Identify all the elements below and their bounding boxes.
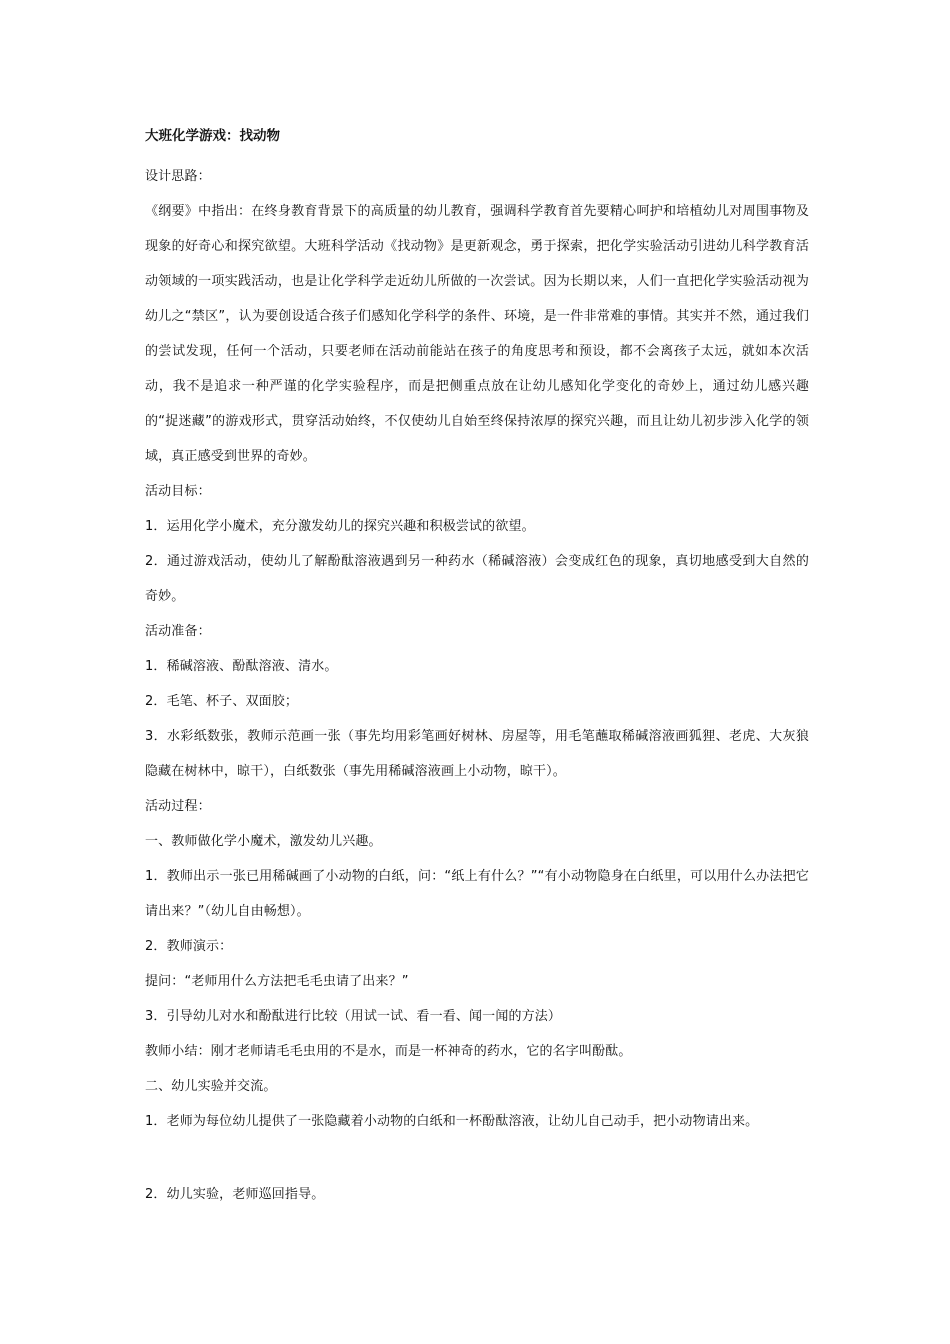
section-heading-design-idea: 设计思路： <box>145 169 211 184</box>
process-step-two-item-1: 1．老师为每位幼儿提供了一张隐藏着小动物的白纸和一杯酚酞溶液，让幼儿自己动手，把小动物请出来。 <box>145 1114 759 1129</box>
process-step-one-item-1: 1．教师出示一张已用稀碱画了小动物的白纸，问：“纸上有什么？”“有小动物隐身在白纸里，可以用什么办法把它请出来？”（幼儿自由畅想）。 <box>145 869 809 919</box>
document-title: 大班化学游戏：找动物 <box>145 128 280 144</box>
section-heading-goals: 活动目标： <box>145 484 211 499</box>
goal-item-2: 2．通过游戏活动，使幼儿了解酚酞溶液遇到另一种药水（稀碱溶液）会变成红色的现象，真切地感受到大自然的奇妙。 <box>145 554 809 604</box>
process-step-one-heading: 一、教师做化学小魔术，激发幼儿兴趣。 <box>145 834 382 849</box>
document-body <box>145 124 809 1212</box>
section-heading-process: 活动过程： <box>145 799 211 814</box>
section-heading-preparation: 活动准备： <box>145 624 211 639</box>
preparation-item-3: 3．水彩纸数张，教师示范画一张（事先均用彩笔画好树林、房屋等，用毛笔蘸取稀碱溶液画狐狸、老虎、大灰狼隐藏在树林中，晾干），白纸数张（事先用稀碱溶液画上小动物，晾干）。 <box>145 729 809 779</box>
process-step-two-item-2: 2．幼儿实验，老师巡回指导。 <box>145 1187 325 1202</box>
process-step-one-question: 提问：“老师用什么方法把毛毛虫请了出来？” <box>145 974 409 989</box>
process-step-one-item-2: 2．教师演示： <box>145 939 233 954</box>
process-step-one-summary: 教师小结：刚才老师请毛毛虫用的不是水，而是一杯神奇的药水，它的名字叫酚酞。 <box>145 1044 632 1059</box>
design-idea-paragraph: 《纲要》中指出：在终身教育背景下的高质量的幼儿教育，强调科学教育首先要精心呵护和培植幼儿对周围事物及现象的好奇心和探究欲望。大班科学活动《找动物》是更新观念，勇于探索，把化学实验活动引进幼儿科学教育活动领域的一项实践活动，也是让化学科学走近幼儿所做的一次尝试。因为长期以来，人们一直把化学实验活动视为幼儿之“禁区”，认为要创设适合孩子们感知化学科学的条件、环境，是一件非常难的事情。其实并不然，通过我们的尝试发现，任何一个活动，只要老师在活动前能站在孩子的角度思考和预设，都不会离孩子太远，就如本次活动，我不是追求一种严谨的化学实验程序，而是把侧重点放在让幼儿感知化学变化的奇妙上，通过幼儿感兴趣的“捉迷藏”的游戏形式，贯穿活动始终，不仅使幼儿自始至终保持浓厚的探究兴趣，而且让幼儿初步涉入化学的领域，真正感受到世界的奇妙。 <box>145 204 809 464</box>
process-step-two-heading: 二、幼儿实验并交流。 <box>145 1079 277 1094</box>
goal-item-1: 1．运用化学小魔术，充分激发幼儿的探究兴趣和积极尝试的欲望。 <box>145 519 535 534</box>
preparation-item-1: 1．稀碱溶液、酚酞溶液、清水。 <box>145 659 338 674</box>
preparation-item-2: 2．毛笔、杯子、双面胶； <box>145 694 299 709</box>
process-step-one-item-3: 3．引导幼儿对水和酚酞进行比较（用试一试、看一看、闻一闻的方法） <box>145 1009 562 1024</box>
